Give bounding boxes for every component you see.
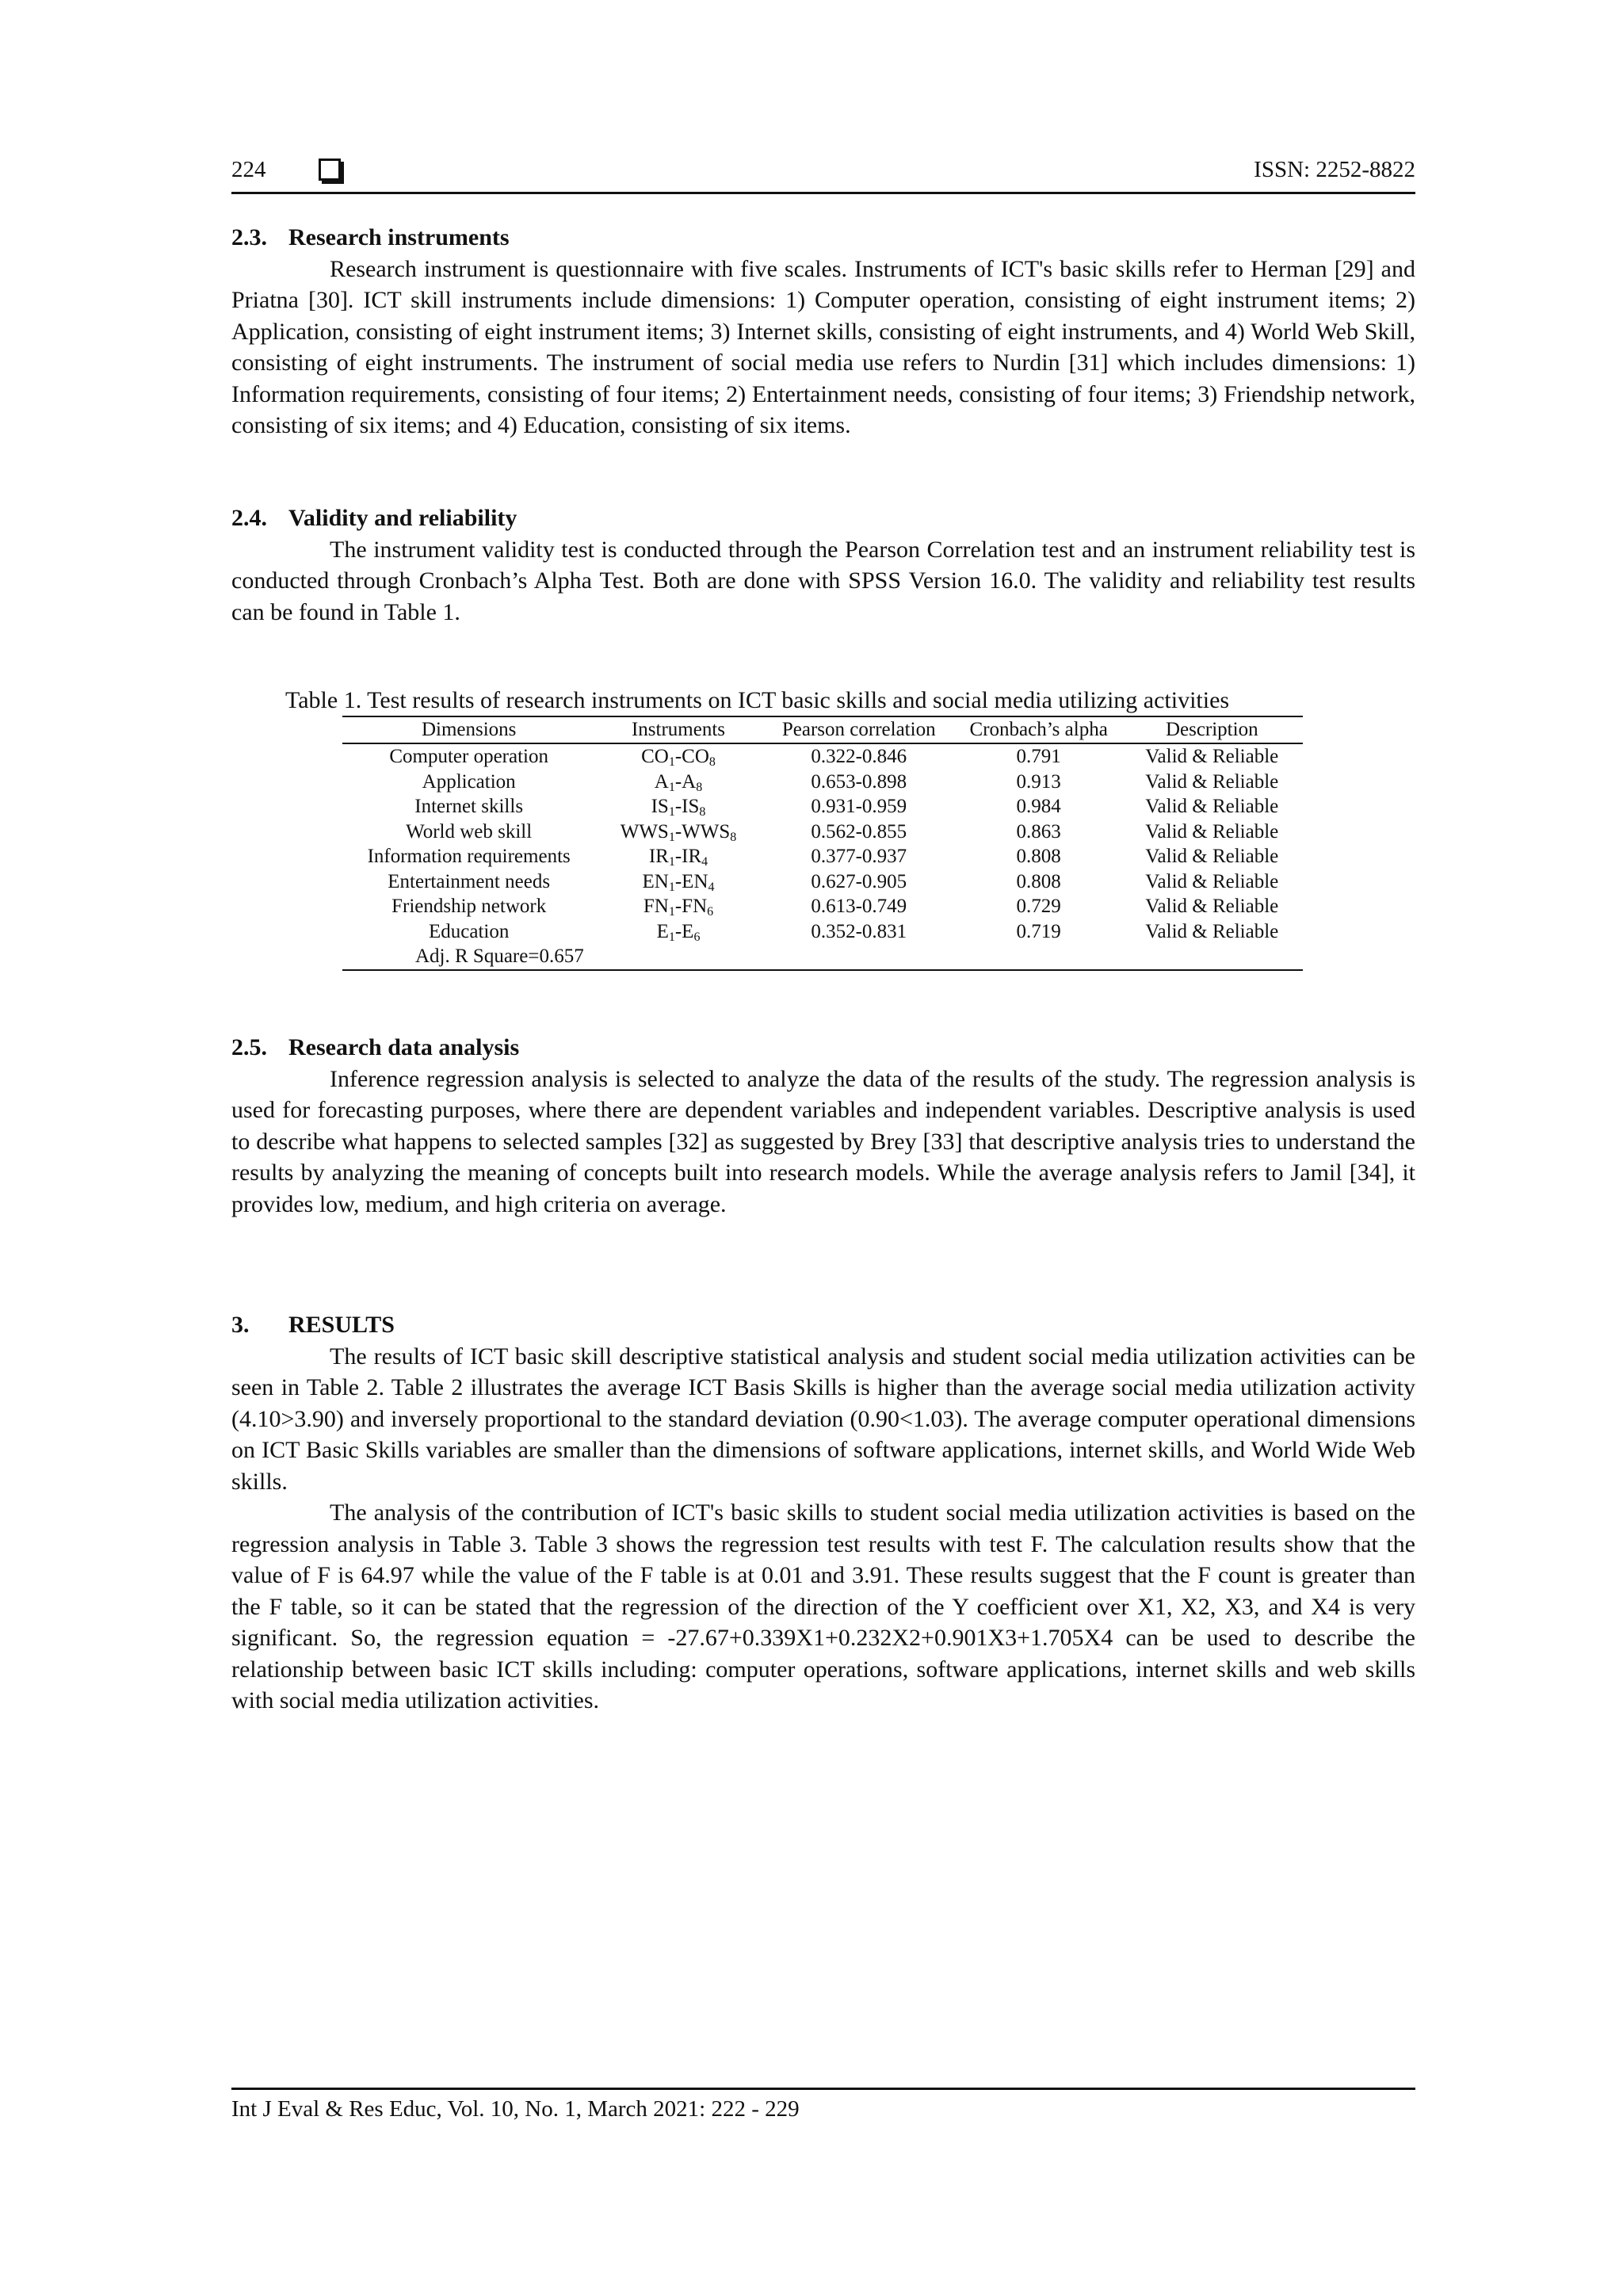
cell-pearson: 0.653-0.898 (811, 770, 907, 793)
cell-dimension: Application (422, 770, 516, 793)
cell-alpha: 0.808 (1016, 870, 1061, 892)
section-2-3 (231, 222, 1415, 441)
cell-alpha: 0.808 (1016, 846, 1061, 867)
section-2-4 (231, 502, 1415, 628)
cell-description: Valid & Reliable (1145, 896, 1279, 917)
column-header: Instruments (595, 716, 761, 743)
table-row (342, 770, 1303, 795)
cell-instruments: $IR_1-IR_4$ (648, 846, 708, 869)
section-heading: 2.3. Research instruments (231, 224, 510, 250)
cell-description: Valid & Reliable (1145, 870, 1279, 892)
cell-description: Valid & Reliable (1145, 820, 1279, 842)
cell-instruments: $IS_1-IS_8$ (651, 796, 706, 819)
column-header: Pearson correlation (762, 716, 957, 743)
table-row (342, 919, 1303, 945)
section-3-results (231, 1309, 1415, 1717)
cell-description: Valid & Reliable (1145, 746, 1279, 767)
page-number: 224 (231, 157, 266, 182)
paragraph: Research instrument is questionnaire with five scales. Instruments of ICT's basic skills refer to Herman [29] and Priatna [30]. ICT skill instruments include dimensions: 1) Computer operation, consisting of eight instrument items; 2) Application, consisting of eight instrument items; 3) Internet skills, consisting of eight instruments, and 4) World Web Skill, consisting of eight instruments. The instrument of social media use refers to Nurdin [31] which includes dimensions: 1) Information requirements, consisting of four items; 2) Entertainment needs, consisting of four items; 3) Friendship network, consisting of six items; and 4) Education, consisting of six items. (231, 255, 1415, 438)
issn-label: ISSN: 2252-8822 (1254, 157, 1415, 182)
cell-pearson: 0.352-0.831 (811, 920, 907, 942)
cell-description: Valid & Reliable (1145, 796, 1279, 817)
table-row (342, 819, 1303, 845)
cell-alpha: 0.719 (1016, 920, 1061, 942)
table-note: Adj. R Square=0.657 (342, 944, 1303, 970)
cell-instruments: $A_1-A_8$ (654, 770, 703, 794)
cell-pearson: 0.613-0.749 (811, 896, 907, 917)
cell-pearson: 0.377-0.937 (811, 846, 907, 867)
cell-instruments: $FN_1-FN_6$ (643, 896, 714, 919)
section-heading: 3. RESULTS (231, 1312, 395, 1338)
table-row (342, 894, 1303, 919)
column-header: Cronbach’s alpha (957, 716, 1121, 743)
cell-instruments: $E_1-E_6$ (656, 920, 701, 944)
paragraph: The analysis of the contribution of ICT's basic skills to student social media utilization activities is based on the regression analysis in Table 3. Table 3 shows the regression test results with test F. The calculation results show that the value of F is 64.97 while the value of the F table is at 0.01 and 3.91. These results suggest that the F count is greater than the F table, so it can be stated that the regression of the direction of the Y coefficient over X1, X2, X3, and X4 is very significant. So, the regression equation = -27.67+0.339X1+0.232X2+0.901X3+1.705X4 can be used to describe the relationship between basic ICT skills including: computer operations, software applications, internet skills and web skills with social media utilization activities. (231, 1499, 1415, 1713)
cell-alpha: 0.984 (1016, 796, 1061, 817)
cell-pearson: 0.931-0.959 (811, 796, 907, 817)
paragraph: The results of ICT basic skill descriptive statistical analysis and student social media utilization activities can be seen in Table 2. Table 2 illustrates the average ICT Basis Skills is higher than the average social media utilization activity (4.10>3.90) and inversely proportional to the standard deviation (0.90<1.03). The average computer operational dimensions on ICT Basic Skills variables are smaller than the dimensions of software applications, internet skills, and World Wide Web skills. (231, 1343, 1415, 1495)
cell-dimension: World web skill (406, 820, 533, 842)
table-row (342, 743, 1303, 770)
cell-instruments: $WWS_1-WWS_8$ (620, 820, 737, 844)
cell-dimension: Computer operation (389, 746, 548, 767)
section-2-5 (231, 1032, 1415, 1220)
page-header (231, 155, 1415, 194)
table-caption: Table 1. Test results of research instruments on ICT basic skills and social media utilizing activities (285, 687, 1230, 713)
column-header: Description (1121, 716, 1303, 743)
page-footer: Int J Eval & Res Educ, Vol. 10, No. 1, March 2021: 222 - 229 (231, 2088, 1415, 2122)
table-row (342, 869, 1303, 895)
cell-alpha: 0.913 (1016, 770, 1061, 793)
table-1 (342, 716, 1303, 971)
cell-pearson: 0.627-0.905 (811, 870, 907, 892)
cell-alpha: 0.791 (1016, 746, 1061, 767)
column-header: Dimensions (342, 716, 595, 743)
cell-alpha: 0.863 (1016, 820, 1061, 842)
table-header-row (342, 716, 1303, 743)
cell-dimension: Education (428, 920, 510, 942)
section-heading: 2.4. Validity and reliability (231, 505, 517, 531)
paragraph: Inference regression analysis is selected to analyze the data of the results of the study. The regression analysis is used for forecasting purposes, where there are dependent variables and independent variables. Descriptive analysis is used to describe what happens to selected samples [32] as suggested by Brey [33] that descriptive analysis tries to understand the results by analyzing the meaning of concepts built into research models. While the average analysis refers to Jamil [34], it provides low, medium, and high criteria on average. (231, 1065, 1415, 1217)
cell-alpha: 0.729 (1016, 896, 1061, 917)
cell-dimension: Internet skills (414, 796, 524, 817)
cell-dimension: Entertainment needs (388, 870, 551, 892)
checkbox-square-icon (319, 159, 341, 181)
cell-instruments: $EN_1-EN_4$ (642, 870, 715, 894)
paragraph: The instrument validity test is conducted through the Pearson Correlation test and an instrument reliability test is conducted through Cronbach’s Alpha Test. Both are done with SPSS Version 16.0. The validity and reliability test results can be found in Table 1. (231, 536, 1415, 625)
section-heading: 2.5. Research data analysis (231, 1034, 520, 1060)
cell-description: Valid & Reliable (1145, 920, 1279, 942)
cell-description: Valid & Reliable (1145, 770, 1279, 793)
table-row (342, 794, 1303, 819)
cell-pearson: 0.562-0.855 (811, 820, 907, 842)
cell-dimension: Information requirements (367, 846, 571, 867)
cell-instruments: $CO_1-CO_8$ (641, 746, 716, 769)
cell-pearson: 0.322-0.846 (811, 746, 907, 767)
table-row (342, 844, 1303, 869)
cell-dimension: Friendship network (391, 896, 547, 917)
table-note-row (342, 944, 1303, 970)
cell-description: Valid & Reliable (1145, 846, 1279, 867)
